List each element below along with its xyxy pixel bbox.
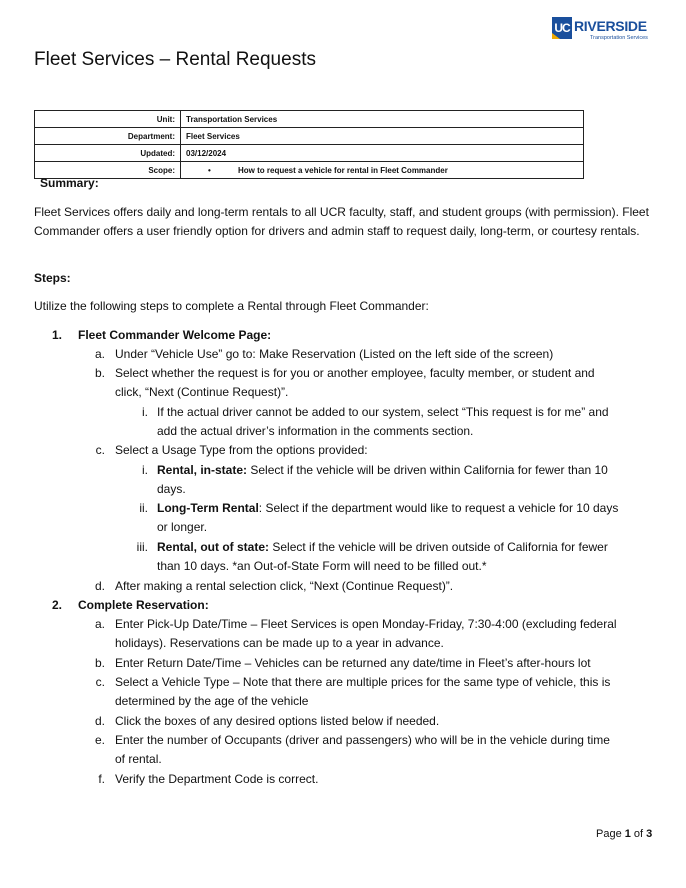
list-item-cont: add the actual driver’s information in the comments section. <box>157 424 474 438</box>
usage-type-desc: Select if the vehicle will be driven within California for fewer than 10 <box>247 463 608 477</box>
steps-intro: Utilize the following steps to complete a Rental through Fleet Commander: <box>34 299 429 313</box>
list-marker: d. <box>94 714 105 728</box>
list-item: Select whether the request is for you or another employee, faculty member, or student and <box>115 366 595 380</box>
total-pages: 3 <box>646 828 653 840</box>
list-item: If the actual driver cannot be added to our system, select “This request is for me” and <box>157 405 609 419</box>
list-marker: a. <box>94 617 105 631</box>
step-2-number: 2. <box>52 598 63 612</box>
list-marker: e. <box>94 733 105 747</box>
list-marker: ii. <box>139 501 148 515</box>
list-item: Enter Pick-Up Date/Time – Fleet Services is open Monday-Friday, 7:30-4:00 (excluding federal <box>115 617 617 631</box>
usage-type-label: Rental, in-state: <box>157 463 248 477</box>
uc-mark: UC <box>552 17 572 39</box>
list-item-cont: than 10 days. *an Out-of-State Form will need to be filled out.* <box>157 559 487 573</box>
logo-subtitle: Transportation Services <box>590 35 648 41</box>
list-item-cont: click, “Next (Continue Request)”. <box>115 385 289 399</box>
meta-label: Department: <box>35 128 181 145</box>
bullet-icon: • <box>208 165 211 175</box>
current-page: 1 <box>624 828 631 840</box>
list-marker: i. <box>142 405 148 419</box>
list-marker: f. <box>98 772 105 786</box>
page-title: Fleet Services – Rental Requests <box>34 49 316 70</box>
list-item: Enter Return Date/Time – Vehicles can be returned any date/time in Fleet’s after-hours lot <box>115 656 591 670</box>
list-item-cont: determined by the age of the vehicle <box>115 694 309 708</box>
list-item: Under “Vehicle Use” go to: Make Reservation (Listed on the left side of the screen) <box>115 347 554 361</box>
scope-text: How to request a vehicle for rental in Fleet Commander <box>238 165 448 175</box>
usage-type-label: Long-Term Rental <box>157 501 259 515</box>
summary-text: Fleet Services offers daily and long-term rentals to all UCR faculty, staff, and student groups (with permission). Fleet Commander offers a user friendly option for drivers and admin staff to request daily, long-term, or courtesy rentals. <box>34 205 649 238</box>
meta-row <box>35 111 584 128</box>
meta-row <box>35 128 584 145</box>
usage-type-desc: : Select if the department would like to request a vehicle for 10 days <box>258 501 619 515</box>
logo-name: RIVERSIDE <box>574 18 647 34</box>
list-marker: c. <box>95 443 105 457</box>
list-item-cont: of rental. <box>115 752 162 766</box>
list-marker: a. <box>94 347 105 361</box>
list-marker: b. <box>94 656 105 670</box>
list-item <box>157 461 608 480</box>
list-marker: b. <box>94 366 105 380</box>
step-1-title: Fleet Commander Welcome Page: <box>78 328 272 342</box>
step-2-title: Complete Reservation: <box>78 598 209 612</box>
meta-table <box>34 110 584 179</box>
meta-row <box>35 145 584 162</box>
list-item <box>157 499 618 518</box>
list-item: Click the boxes of any desired options listed below if needed. <box>115 714 440 728</box>
list-item: Select a Vehicle Type – Note that there are multiple prices for the same type of vehicle, this is <box>115 675 611 689</box>
list-marker: i. <box>142 463 148 477</box>
usage-type-desc: Select if the vehicle will be driven outside of California for fewer <box>269 540 608 554</box>
list-item: Verify the Department Code is correct. <box>115 772 319 786</box>
page-of: of <box>630 828 647 840</box>
meta-row <box>35 162 584 179</box>
meta-value <box>181 162 584 179</box>
list-item-cont: holidays). Reservations can be made up to a year in advance. <box>115 636 444 650</box>
steps-heading: Steps: <box>34 271 71 285</box>
list-item-cont: or longer. <box>157 520 208 534</box>
meta-label: Updated: <box>35 145 181 162</box>
ucr-logo <box>552 17 652 43</box>
list-marker: d. <box>94 579 105 593</box>
meta-label: Unit: <box>35 111 181 128</box>
list-marker: c. <box>95 675 105 689</box>
list-item: After making a rental selection click, “Next (Continue Request)”. <box>115 579 454 593</box>
usage-type-label: Rental, out of state: <box>157 540 270 554</box>
logo-accent <box>552 33 560 39</box>
list-item: Select a Usage Type from the options provided: <box>115 443 368 457</box>
page-prefix: Page <box>596 828 625 840</box>
meta-value: Fleet Services <box>181 128 584 145</box>
meta-value: 03/12/2024 <box>181 145 584 162</box>
page-number <box>596 828 652 840</box>
list-item: Enter the number of Occupants (driver and passengers) who will be in the vehicle during time <box>115 733 610 747</box>
list-marker: iii. <box>136 540 148 554</box>
meta-label: Scope: <box>35 162 181 179</box>
summary-heading: Summary: <box>40 176 99 190</box>
list-item-cont: days. <box>157 482 186 496</box>
list-item <box>157 538 608 557</box>
step-1-number: 1. <box>52 328 63 342</box>
meta-value: Transportation Services <box>181 111 584 128</box>
